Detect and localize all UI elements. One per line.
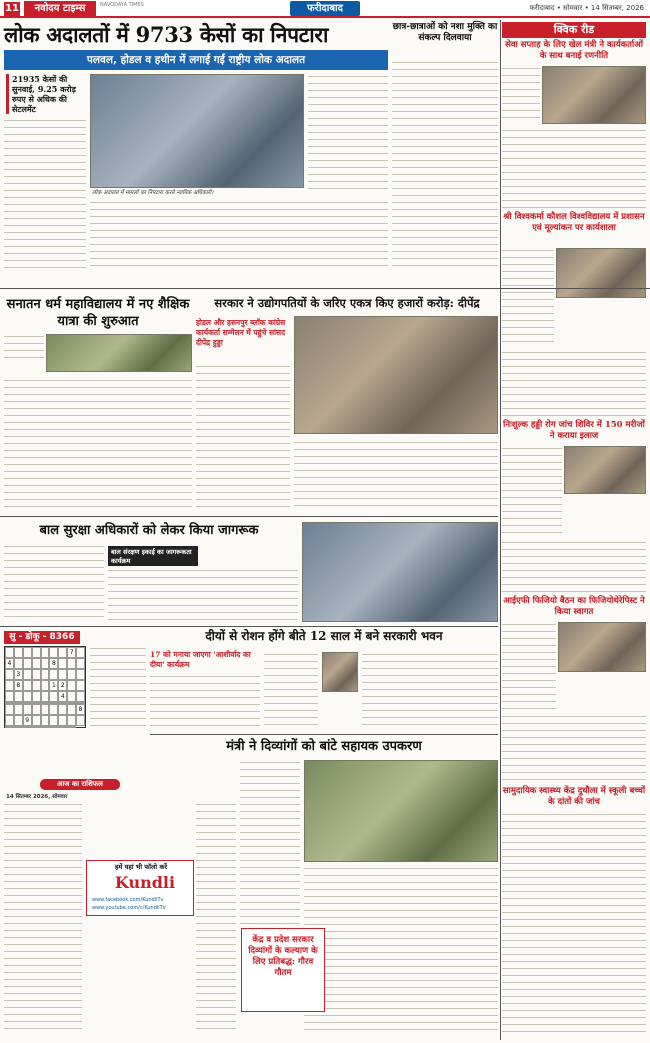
bal-headline: बाल सुरक्षा अधिकारों को लेकर किया जागरूक — [39, 523, 259, 538]
quick-read-headline-4: आईएफी फिजियो बैठन का फिजियोथेरेपिस्ट ने किया स्वागत — [503, 596, 645, 617]
sudoku-cell — [58, 647, 67, 658]
kundli-ad-logo: Kundli — [114, 873, 176, 892]
sanatan-text-1 — [4, 334, 44, 364]
sudoku-cell — [14, 704, 23, 715]
sudoku-cell — [5, 669, 14, 680]
sudoku-cell — [41, 726, 50, 728]
sudoku-cell — [67, 680, 76, 691]
sudoku-cell — [41, 658, 50, 669]
deepen-portrait — [322, 652, 358, 692]
sudoku-cell — [58, 658, 67, 669]
rashifal-date: 14 सितम्बर 2026, सोमवार — [6, 794, 68, 800]
sudoku-cell — [67, 704, 76, 715]
main-subheadline: पलवल, होडल व हथीन में लगाई गईं राष्ट्रीय लोक अदालत — [4, 50, 388, 70]
quick-read-text-2b — [502, 350, 646, 418]
sudoku-cell — [41, 669, 50, 680]
divider — [0, 516, 498, 517]
sudoku-cell — [67, 669, 76, 680]
quick-read-photo-3 — [564, 446, 646, 494]
sudoku-cell — [14, 647, 23, 658]
bal-photo — [302, 522, 498, 622]
sudoku-cell: 3 — [14, 669, 23, 680]
sudoku-cell — [49, 669, 58, 680]
bal-kicker: बाल संरक्षण इकाई का जागरूकता कार्यक्रम — [108, 546, 198, 566]
sudoku-cell — [41, 715, 50, 726]
sudoku-cell — [32, 726, 41, 728]
sudoku-cell — [5, 726, 14, 728]
divider — [0, 288, 650, 289]
mantri-text-1 — [240, 760, 300, 924]
sudoku-cell — [49, 715, 58, 726]
quick-read-text-1 — [502, 66, 540, 122]
main-headline: लोक अदालतों में 9733 केसों का निपटारा — [4, 22, 329, 47]
main-side-kicker: 21935 केसों की सुनवाई, 9.25 करोड़ रुपए से अधिक की सेटलमेंट — [6, 74, 82, 114]
mantri-photo — [304, 760, 498, 862]
sudoku-cell: 4 — [5, 658, 14, 669]
sudoku-cell — [49, 726, 58, 728]
sudoku-cell — [41, 691, 50, 702]
sarkar-photo — [294, 316, 498, 434]
sanatan-headline: सनातन धर्म महाविद्यालय में नए शैक्षिक यात्रा की शुरुआत — [6, 297, 190, 329]
bal-text-2 — [108, 568, 298, 622]
sudoku-cell: 8 — [14, 680, 23, 691]
quick-read-photo-1 — [542, 66, 646, 124]
sudoku-cell — [32, 704, 41, 715]
sudoku-cell — [23, 691, 32, 702]
sudoku-cell — [5, 691, 14, 702]
sudoku-grid — [4, 646, 86, 728]
sudoku-cell — [76, 658, 85, 669]
rashifal-label: आज का राशिफल — [40, 779, 120, 790]
quick-read-text-5 — [502, 812, 646, 1036]
sarkar-text-1 — [196, 364, 290, 510]
sudoku-cell — [76, 691, 85, 702]
deepen-text-1 — [150, 674, 260, 728]
sanatan-text-2 — [4, 378, 192, 510]
page-number: 11 — [5, 3, 19, 14]
sarkar-headline: सरकार ने उद्योगपतियों के जरिए एकत्र किए हजारों करोड़: दीपेंद्र — [214, 296, 480, 310]
deepen-headline: दीयों से रोशन होंगे बीते 12 साल में बने सरकारी भवन — [205, 629, 443, 643]
bal-text-1 — [4, 544, 104, 622]
sudoku-cell — [67, 658, 76, 669]
sudoku-cell: 8 — [76, 704, 85, 715]
sudoku-cell — [41, 680, 50, 691]
kundli-ad-facebook: www.facebook.com/KundliTv — [92, 897, 164, 903]
sudoku-cell — [58, 726, 67, 728]
sudoku-cell — [58, 669, 67, 680]
sudoku-cell: 9 — [23, 715, 32, 726]
main-story-col2 — [308, 74, 388, 194]
student-story — [392, 60, 498, 268]
mantri-headline: मंत्री ने दिव्यांगों को बांटे सहायक उपकरण — [226, 739, 422, 754]
main-story-col3 — [90, 200, 388, 268]
kundli-ad-heading: हमें यहां भी फॉलो करें — [115, 863, 167, 871]
sudoku-cell — [67, 715, 76, 726]
quick-read-text-1b — [502, 128, 646, 210]
sudoku-cell — [32, 680, 41, 691]
sanatan-photo — [46, 334, 192, 372]
masthead — [0, 0, 650, 18]
sudoku-cell: 4 — [58, 691, 67, 702]
sudoku-label: सु - डोकू - 8366 — [4, 631, 80, 644]
student-headline: छात्र-छात्राओं को नशा मुक्ति का संकल्प दिलवाया — [392, 22, 498, 43]
deepen-text-3 — [362, 652, 498, 728]
rashifal-col-2 — [196, 802, 236, 1034]
sudoku-cell — [14, 726, 23, 728]
sudoku-cell — [23, 647, 32, 658]
sudoku-cell — [49, 647, 58, 658]
quick-read-text-4b — [502, 714, 646, 784]
quick-read-headline-5: सामुदायिक स्वास्थ्य केंद्र दुधौला में स्कूली बच्चों के दांतों की जांच — [502, 786, 646, 807]
sudoku-cell — [41, 647, 50, 658]
sudoku-cell — [14, 658, 23, 669]
sudoku-cell — [5, 647, 14, 658]
quick-read-label: क्विक रीड — [502, 22, 646, 38]
divider — [500, 20, 501, 1040]
sudoku-cell — [23, 669, 32, 680]
sudoku-cell — [76, 680, 85, 691]
sudoku-cell — [49, 691, 58, 702]
quick-read-text-2 — [502, 248, 554, 348]
sudoku-cell — [32, 647, 41, 658]
sudoku-cell — [14, 715, 23, 726]
sudoku-cell — [76, 715, 85, 726]
main-photo-caption: लोक अदालत में मामलों का निपटारा करते न्यायिक अधिकारी। — [92, 190, 214, 196]
quick-read-photo-2 — [556, 248, 646, 298]
sudoku-cell: 2 — [58, 680, 67, 691]
sudoku-rules — [90, 646, 146, 726]
deepen-kicker: 17 को मनाया जाएगा 'आशीर्वाद का दीया' कार्यक्रम — [150, 650, 251, 669]
brand-sub: NAVODAYA TIMES — [100, 2, 144, 8]
sudoku-cell — [58, 715, 67, 726]
sarkar-kicker: होडल और हसनपुर ब्लॉक कांग्रेस कार्यकर्ता सम्मेलन में पहुंचे सांसद दीपेंद्र हुड्डा — [196, 318, 286, 347]
sudoku-cell — [76, 647, 85, 658]
mantri-quote: केंद्र व प्रदेश सरकार दिव्यांगों के कल्याण के लिए प्रतिबद्ध: गौरव गौतम — [241, 928, 325, 1012]
sudoku-cell — [14, 691, 23, 702]
sarkar-text-2 — [294, 440, 498, 510]
kundli-ad-youtube: www.youtube.com/c/KundliTv — [92, 905, 166, 911]
sudoku-cell — [76, 669, 85, 680]
sudoku-cell — [67, 726, 76, 728]
mantri-text-2 — [304, 866, 498, 1034]
quick-read-headline-1: सेवा सप्ताह के लिए खेल मंत्री ने कार्यकर्ताओं के साथ बनाई रणनीति — [505, 40, 643, 61]
quick-read-text-3b — [502, 540, 646, 594]
quick-read-text-3 — [502, 446, 562, 538]
quick-read-headline-3: निःशुल्क हड्डी रोग जांच शिविर में 150 मरीजों ने कराया इलाज — [503, 420, 645, 441]
rashifal-col-1 — [4, 802, 82, 1034]
main-story-photo — [90, 74, 304, 188]
dateline: फरीदाबाद • सोमवार • 14 सितम्बर, 2026 — [529, 4, 644, 12]
sudoku-cell — [32, 691, 41, 702]
sudoku-cell — [5, 715, 14, 726]
sudoku-cell: 7 — [67, 647, 76, 658]
deepen-text-2 — [264, 652, 318, 728]
divider — [0, 626, 498, 627]
sudoku-cell — [23, 658, 32, 669]
sudoku-cell — [23, 726, 32, 728]
sudoku-cell — [67, 691, 76, 702]
sudoku-cell — [49, 704, 58, 715]
sudoku-cell — [41, 704, 50, 715]
sudoku-cell: 1 — [49, 680, 58, 691]
quick-read-headline-2: श्री विश्वकर्मा कौशल विश्वविद्यालय में प्रशासन एवं मूल्यांकन पर कार्यशाला — [503, 212, 645, 233]
sudoku-cell — [58, 704, 67, 715]
sudoku-cell: 8 — [49, 658, 58, 669]
brand-logo: नवोदय टाइम्स — [24, 1, 96, 16]
main-story-col1 — [4, 118, 86, 270]
sudoku-cell — [32, 669, 41, 680]
quick-read-photo-4 — [558, 622, 646, 672]
sudoku-cell — [5, 704, 14, 715]
sudoku-cell — [23, 704, 32, 715]
sudoku-cell — [5, 680, 14, 691]
sudoku-cell — [32, 658, 41, 669]
sudoku-cell — [23, 680, 32, 691]
sudoku-cell — [32, 715, 41, 726]
divider — [150, 734, 498, 735]
section-tag: फरीदाबाद — [290, 1, 360, 16]
quick-read-text-4 — [502, 622, 556, 712]
